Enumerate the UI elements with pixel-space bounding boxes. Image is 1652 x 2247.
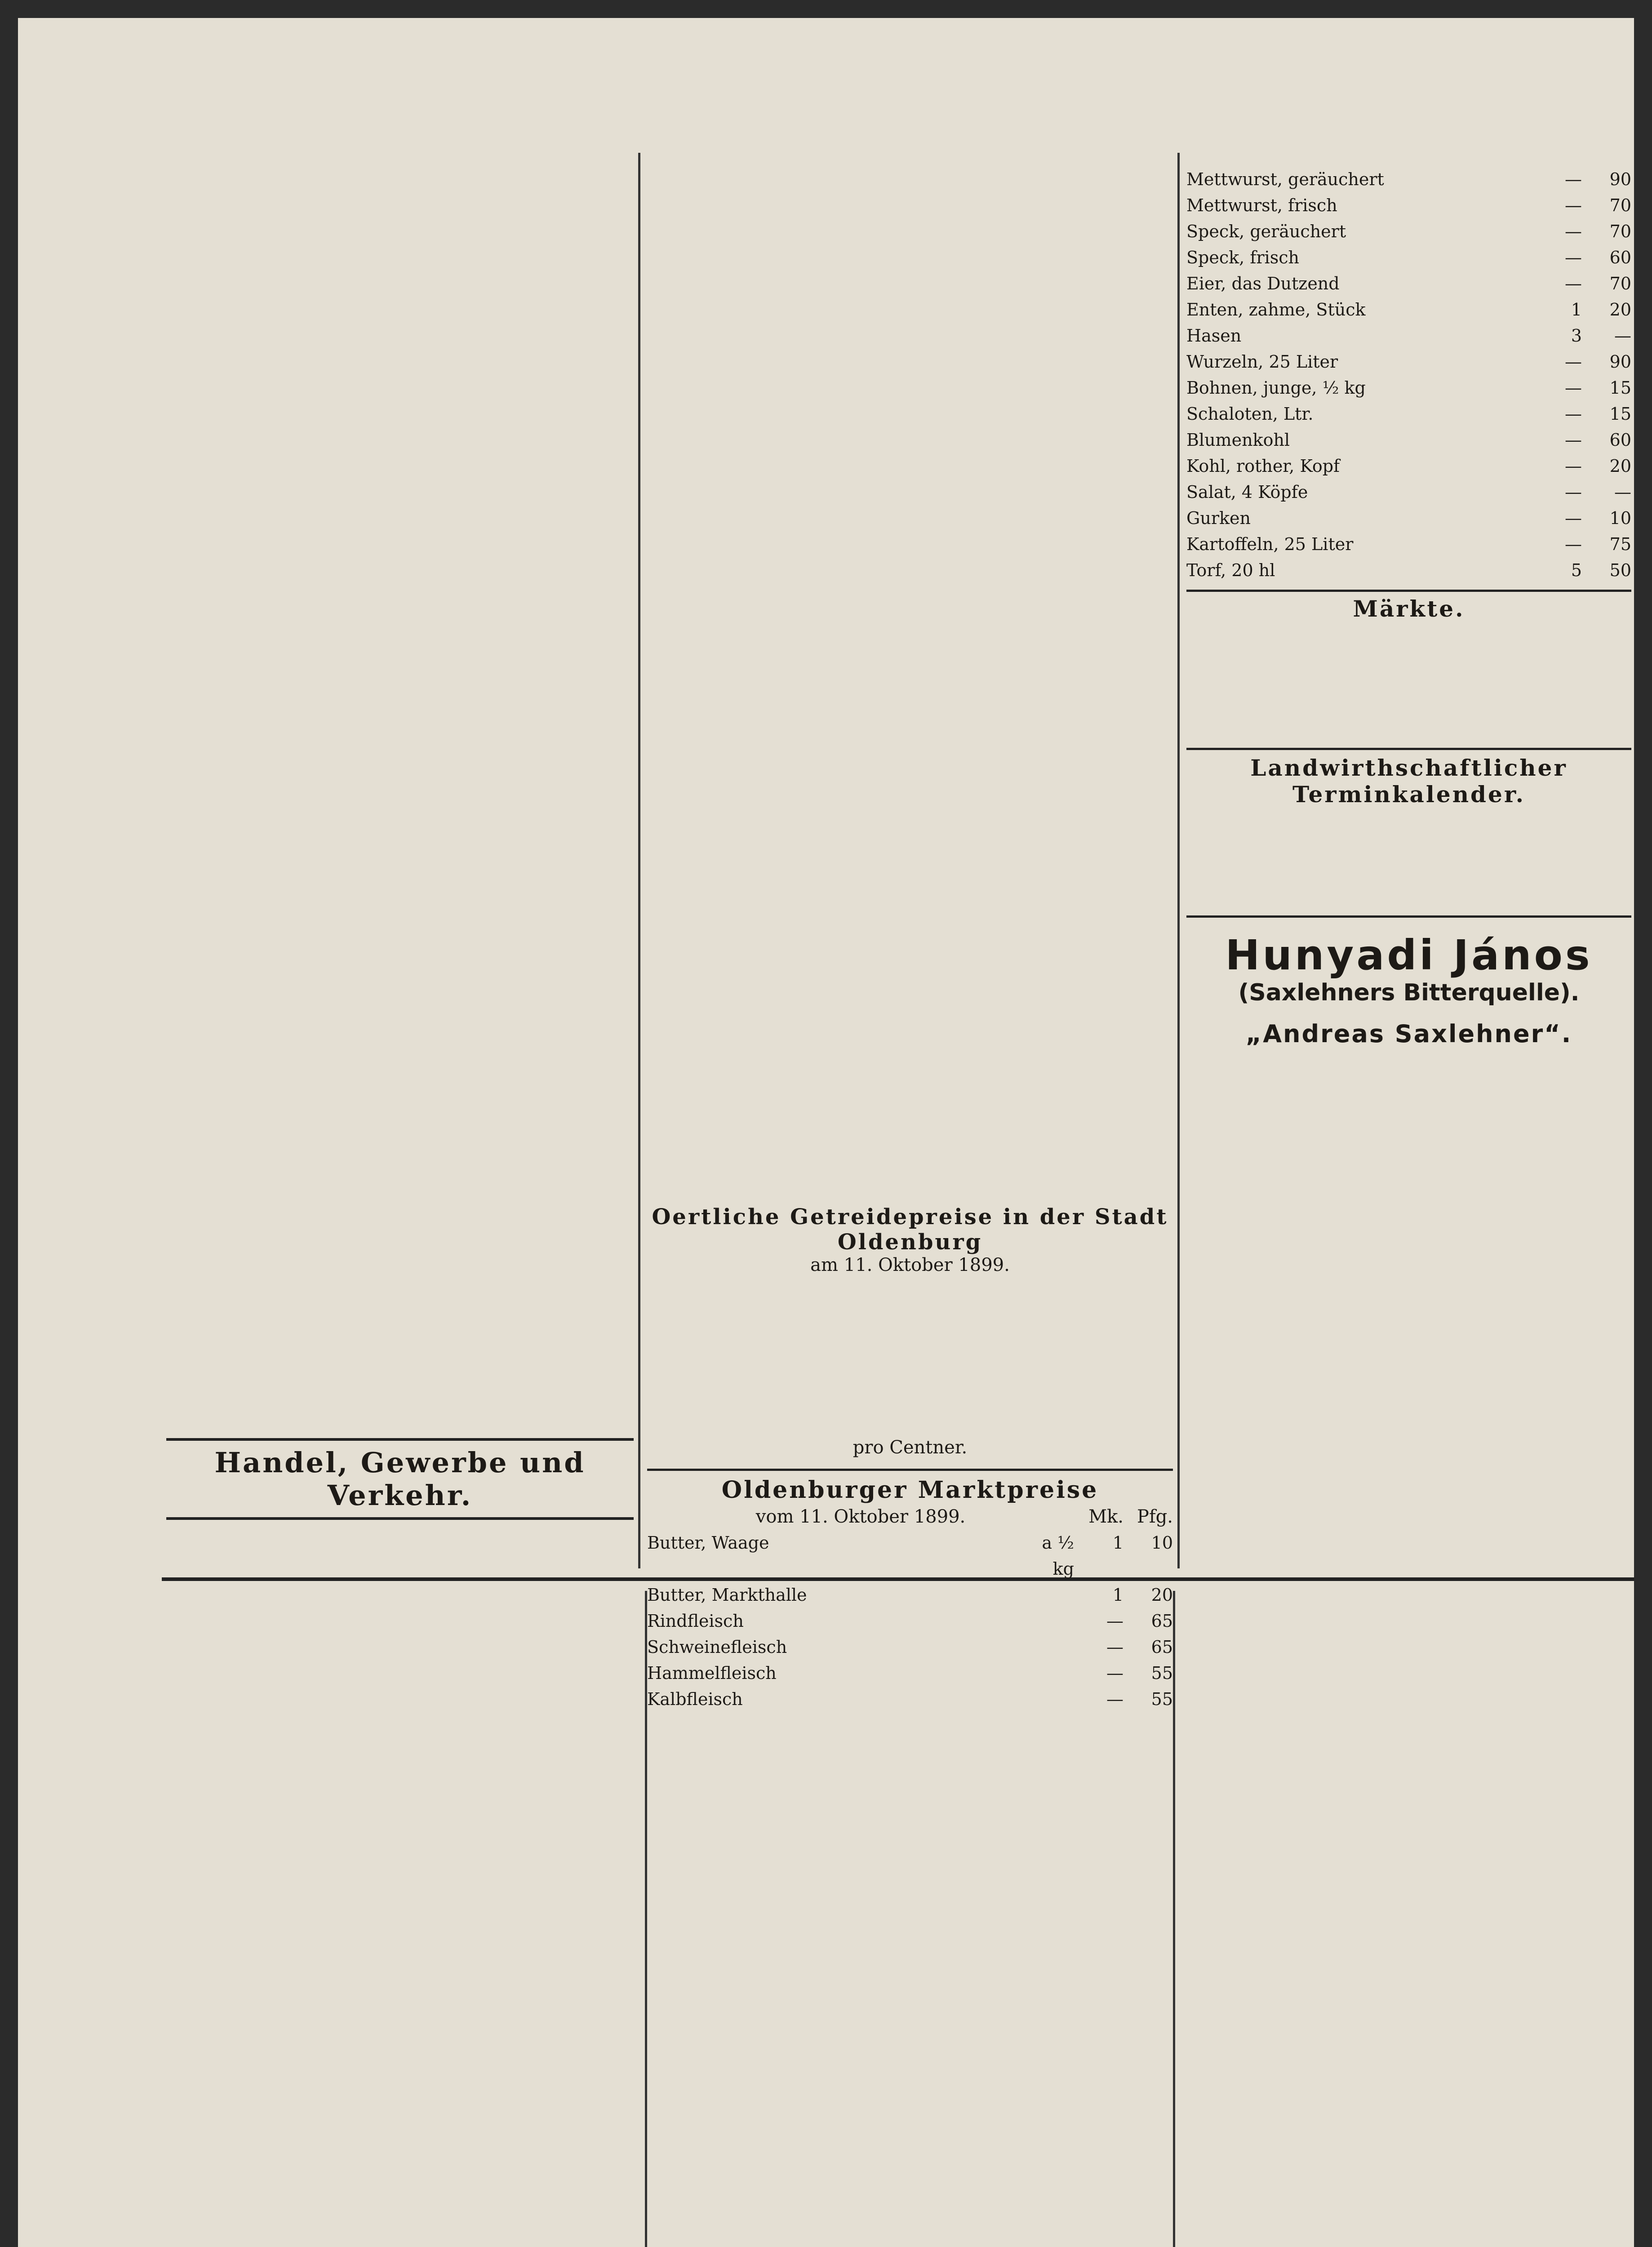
item-name: Speck, frisch [1186,248,1299,267]
price-mk: 1 [1112,1533,1124,1553]
right-column [1186,166,1631,1573]
price-mk: — [1565,430,1582,450]
price-pfg: 55 [1151,1689,1173,1709]
table-row [1186,557,1631,583]
price-pfg: 90 [1609,169,1631,189]
price-pfg: 50 [1609,560,1631,580]
table-row [1186,479,1631,505]
price-mk: — [1106,1637,1124,1657]
item-unit [1025,1660,1074,1686]
item-unit: a ½ kg [1042,1533,1074,1579]
table-row [1186,375,1631,401]
price-pfg: 15 [1609,378,1631,398]
price-pfg: 10 [1151,1533,1173,1553]
price-pfg: 75 [1609,534,1631,554]
ad-subtitle: (Saxlehners Bitterquelle). [1238,979,1580,1006]
price-pfg: 65 [1151,1611,1173,1631]
table-row [1186,349,1631,375]
item-name: Salat, 4 Köpfe [1186,482,1308,502]
price-mk: — [1106,1689,1124,1709]
market-column [647,1204,1173,1709]
price-mk: — [1565,508,1582,528]
item-unit [1025,1686,1074,1712]
price-mk: — [1106,1663,1124,1683]
table-row [1186,244,1631,271]
table-row [647,1530,1173,1582]
right-price-table [1186,166,1631,583]
table-row [1186,166,1631,192]
item-name: Kohl, rother, Kopf [1186,456,1340,476]
item-name: Wurzeln, 25 Liter [1186,352,1338,372]
table-row [1186,192,1631,218]
ad-brand: Hunyadi János [1225,931,1593,979]
marktpreise-heading: Oldenburger Marktpreise [721,1476,1099,1504]
price-pfg: 15 [1609,404,1631,424]
table-row [647,1686,1173,1712]
price-pfg: 70 [1609,195,1631,215]
item-unit [1025,1634,1074,1660]
section-heading-handel: Handel, Gewerbe und Verkehr. [214,1446,586,1512]
getreide-footer: pro Centner. [853,1437,968,1458]
item-name: Schweinefleisch [647,1637,787,1657]
table-row [1186,453,1631,479]
price-pfg: — [1614,326,1631,346]
price-pfg: — [1614,482,1631,502]
item-name: Mettwurst, geräuchert [1186,169,1384,189]
marktpreise-date: vom 11. Oktober 1899. [755,1506,966,1527]
table-row [647,1660,1173,1686]
table-row [1186,427,1631,453]
table-row [647,1634,1173,1660]
maerkte-heading: Märkte. [1353,595,1465,622]
price-mk: — [1565,169,1582,189]
price-pfg: 60 [1609,430,1631,450]
price-mk: — [1565,222,1582,241]
item-name: Speck, geräuchert [1186,222,1346,241]
item-name: Kalbfleisch [647,1689,743,1709]
newspaper-page [18,18,1634,2247]
item-name: Hammelfleisch [647,1663,777,1683]
column-divider [1173,1591,1175,2247]
item-name: Enten, zahme, Stück [1186,300,1366,320]
getreide-heading: Oertliche Getreidepreise in der Stadt Oldenburg [652,1204,1168,1255]
price-mk: — [1565,274,1582,293]
price-mk: — [1565,195,1582,215]
price-mk: — [1565,378,1582,398]
price-mk: 1 [1112,1585,1124,1605]
item-name: Bohnen, junge, ½ kg [1186,378,1366,398]
item-unit [1025,1582,1074,1608]
item-name: Gurken [1186,508,1251,528]
ad-firm: „Andreas Saxlehner“. [1245,1020,1572,1048]
table-row [647,1582,1173,1608]
item-name: Mettwurst, frisch [1186,195,1337,215]
price-pfg: 20 [1609,456,1631,476]
price-pfg: 10 [1609,508,1631,528]
table-row [647,1608,1173,1634]
getreide-date: am 11. Oktober 1899. [810,1255,1010,1275]
item-name: Schaloten, Ltr. [1186,404,1314,424]
item-name: Butter, Markthalle [647,1585,807,1605]
terminkalender-heading: Landwirthschaftlicher Terminkalender. [1250,755,1568,808]
price-pfg: 60 [1609,248,1631,267]
unit-pfg: Pfg. [1137,1506,1173,1527]
price-mk: 1 [1571,300,1582,320]
price-mk: — [1565,404,1582,424]
price-mk: 5 [1571,560,1582,580]
price-pfg: 20 [1609,300,1631,320]
price-pfg: 65 [1151,1637,1173,1657]
table-row [1186,401,1631,427]
table-row [1186,323,1631,349]
table-row [1186,505,1631,531]
column-divider [638,153,640,1568]
table-row [1186,297,1631,323]
price-mk: — [1565,482,1582,502]
price-pfg: 55 [1151,1663,1173,1683]
item-name: Eier, das Dutzend [1186,274,1340,293]
item-name: Torf, 20 hl [1186,560,1275,580]
price-pfg: 70 [1609,222,1631,241]
marktpreise-table [647,1530,1173,1712]
item-name: Rindfleisch [647,1611,744,1631]
price-pfg: 90 [1609,352,1631,372]
table-row [1186,531,1631,557]
column-divider [1177,153,1180,1568]
item-name: Blumenkohl [1186,430,1290,450]
price-pfg: 70 [1609,274,1631,293]
item-name: Hasen [1186,326,1242,346]
price-mk: 3 [1571,326,1582,346]
item-name: Butter, Waage [647,1533,769,1553]
price-mk: — [1565,456,1582,476]
advertisement [1186,915,1631,1048]
price-mk: — [1106,1611,1124,1631]
item-unit [1025,1608,1074,1634]
table-row [1186,218,1631,244]
price-mk: — [1565,352,1582,372]
price-pfg: 20 [1151,1585,1173,1605]
price-mk: — [1565,534,1582,554]
table-row [1186,271,1631,297]
unit-mk: Mk. [1088,1506,1124,1527]
price-mk: — [1565,248,1582,267]
item-name: Kartoffeln, 25 Liter [1186,534,1354,554]
left-column [166,1438,634,1573]
